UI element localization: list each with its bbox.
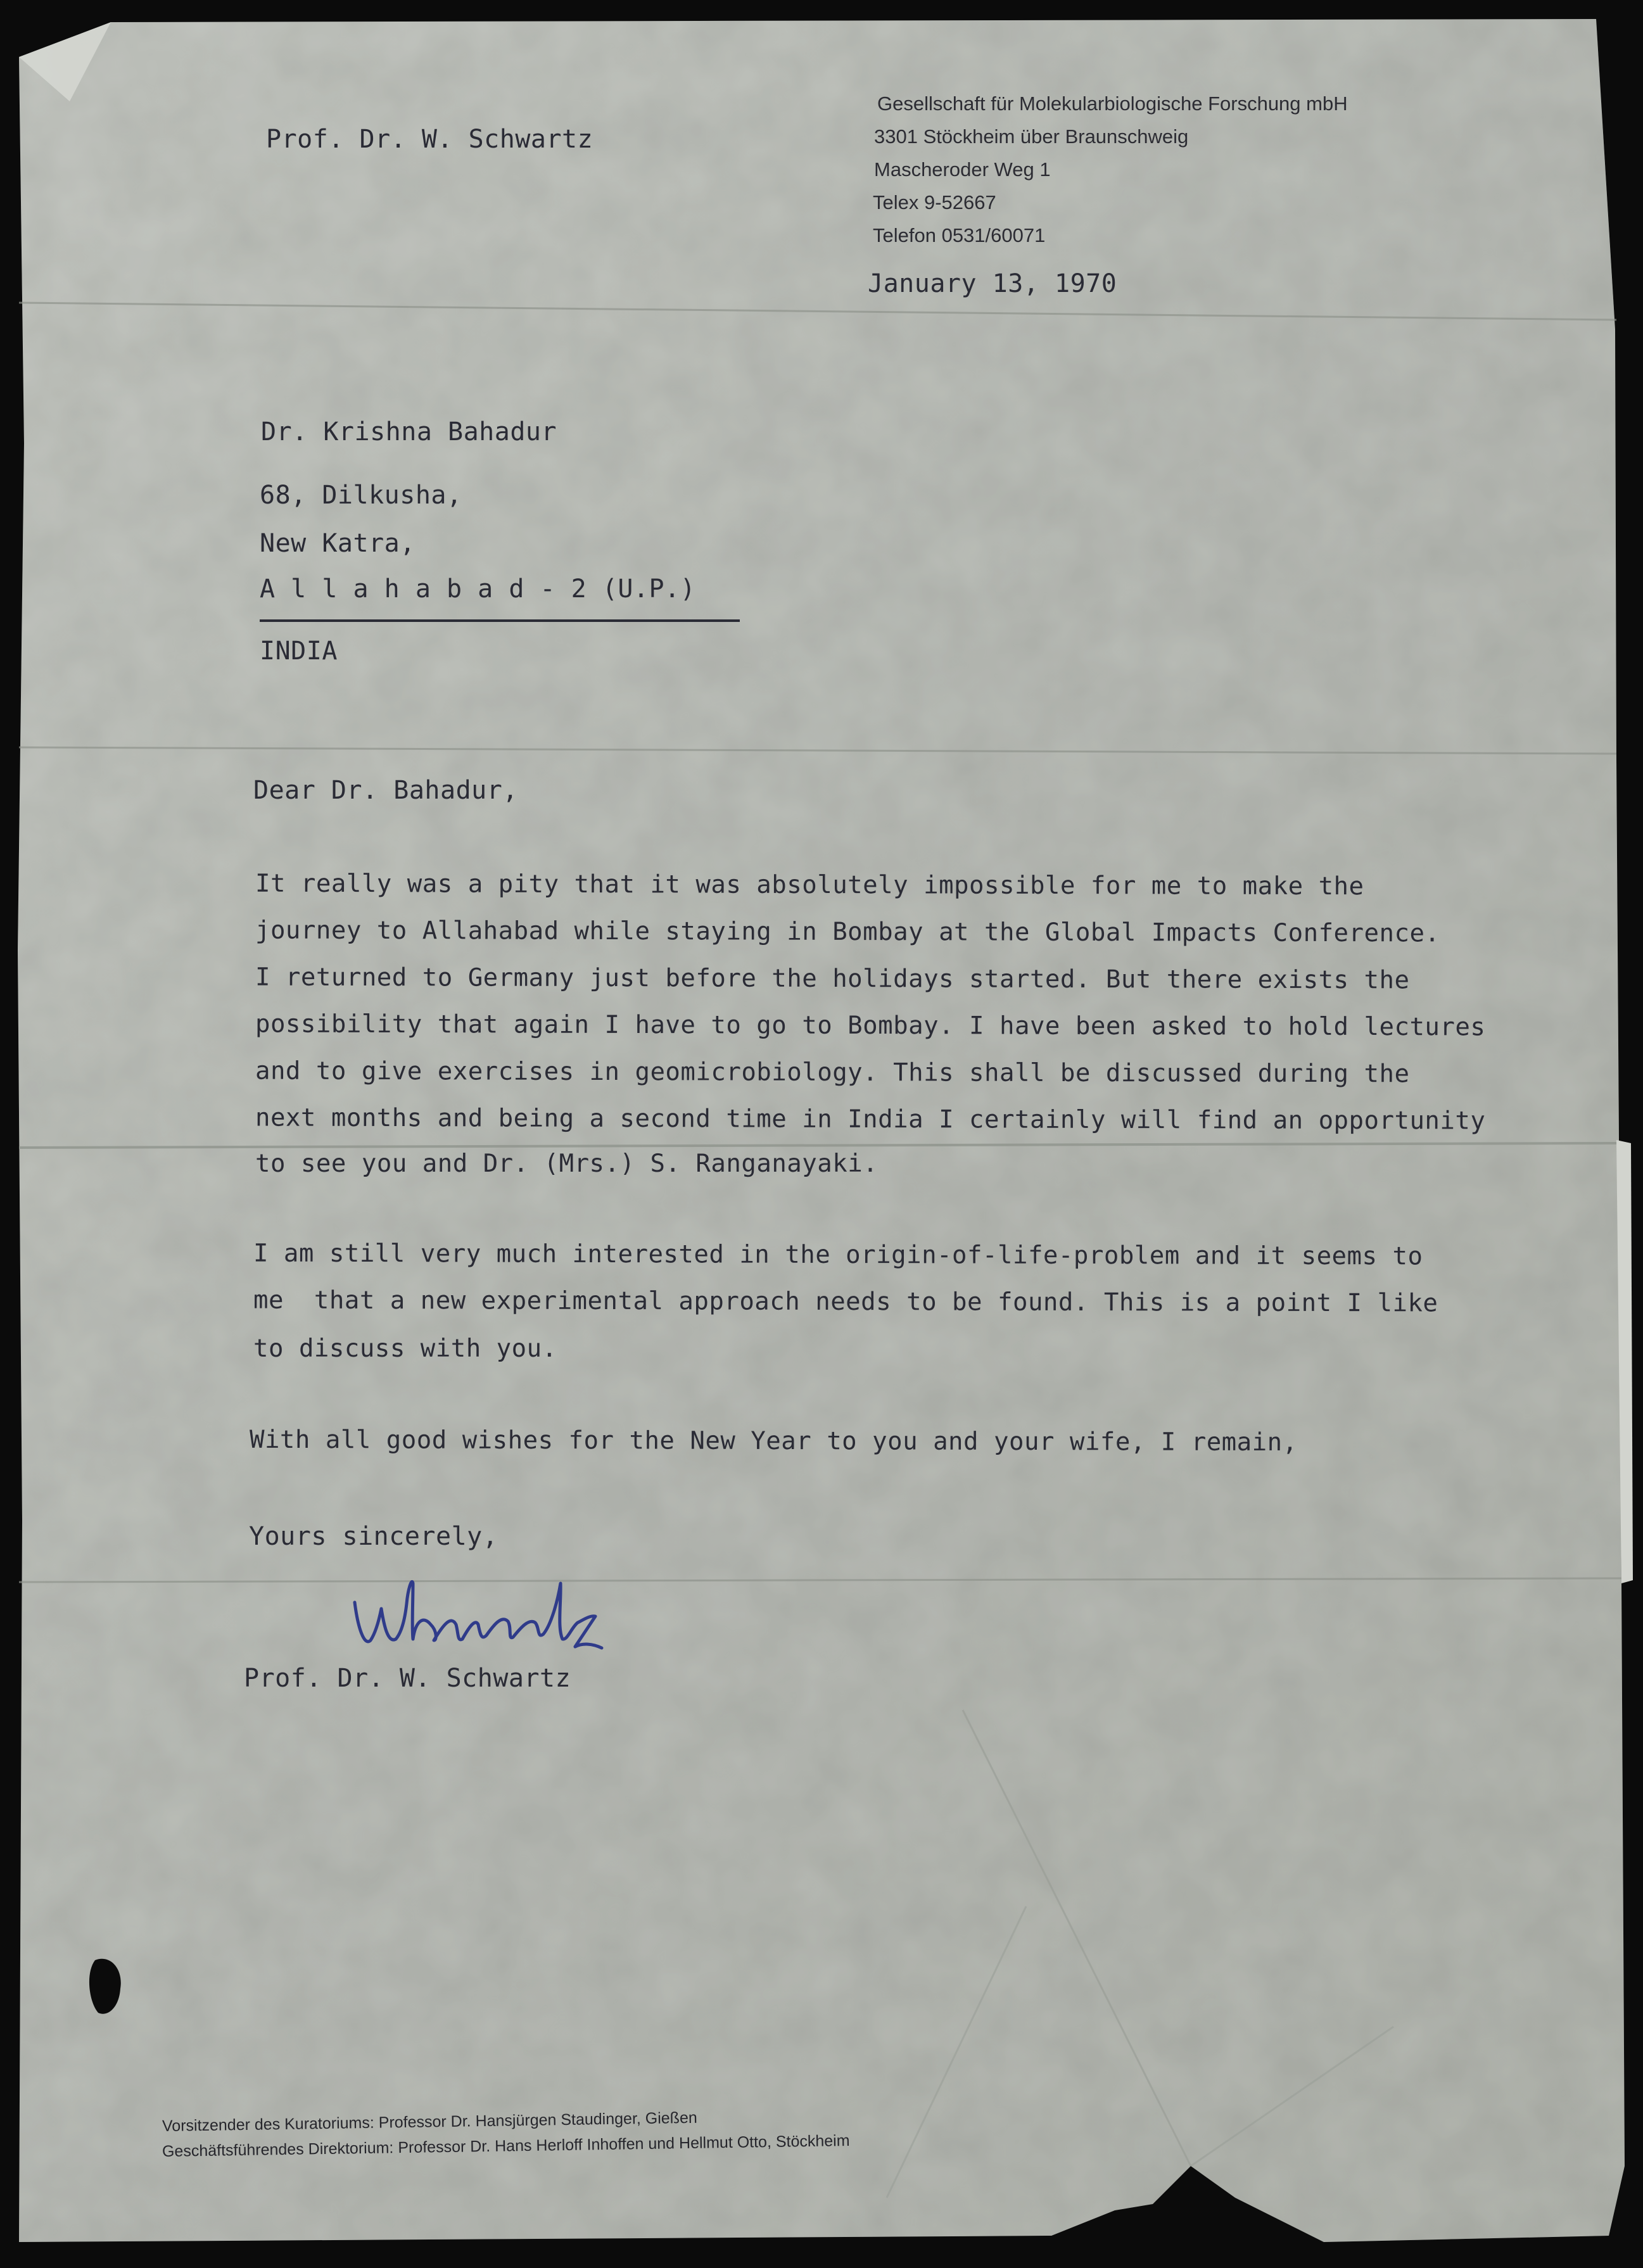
body-line: to discuss with you. <box>253 1334 557 1363</box>
footer-line: Vorsitzender des Kuratoriums: Professor Dr. Hansjürgen Staudinger, Gießen <box>162 2108 697 2135</box>
body-line: me that a new experimental approach needs to be found. This is a point I like <box>253 1286 1438 1318</box>
letterhead-line: Telefon 0531/60071 <box>873 224 1046 246</box>
body-line: It really was a pity that it was absolutely impossible for me to make the <box>255 869 1364 901</box>
letterhead-line: Gesellschaft für Molekularbiologische Forschung mbH <box>877 92 1348 115</box>
body-line: possibility that again I have to go to Bombay. I have been asked to hold lectures <box>255 1010 1486 1042</box>
recipient-line: Dr. Krishna Bahadur <box>261 417 557 447</box>
body-line: With all good wishes for the New Year to you and your wife, I remain, <box>249 1425 1298 1457</box>
recipient-line: New Katra, <box>260 529 416 558</box>
letterhead-line: 3301 Stöckheim über Braunschweig <box>874 125 1189 148</box>
recipient-line: INDIA <box>260 637 338 666</box>
signature-name: Prof. Dr. W. Schwartz <box>244 1664 571 1693</box>
handwritten-signature <box>342 1564 671 1666</box>
salutation: Dear Dr. Bahadur, <box>253 776 518 805</box>
body-line: and to give exercises in geomicrobiology. This shall be discussed during the <box>255 1056 1410 1089</box>
letterhead-line: Mascheroder Weg 1 <box>874 158 1051 181</box>
recipient-line: A l l a h a b a d - 2 (U.P.) <box>260 574 696 604</box>
body-line: I am still very much interested in the origin-of-life-problem and it seems to <box>253 1239 1423 1271</box>
letter-date: January 13, 1970 <box>868 269 1117 298</box>
body-line: journey to Allahabad while staying in Bombay at the Global Impacts Conference. <box>255 916 1440 948</box>
body-line: next months and being a second time in India I certainly will find an opportunity <box>255 1103 1486 1136</box>
body-line: to see you and Dr. (Mrs.) S. Ranganayaki. <box>255 1150 879 1178</box>
footer-line: Geschäftsführendes Direktorium: Professor Dr. Hans Herloff Inhoffen und Hellmut Otto, Stöckheim <box>162 2131 850 2160</box>
closing: Yours sincerely, <box>249 1522 498 1551</box>
sender-name: Prof. Dr. W. Schwartz <box>266 125 593 154</box>
recipient-line: 68, Dilkusha, <box>260 481 462 510</box>
address-underline <box>260 619 740 622</box>
body-line: I returned to Germany just before the holidays started. But there exists the <box>255 963 1410 995</box>
letterhead-line: Telex 9-52667 <box>873 191 996 213</box>
